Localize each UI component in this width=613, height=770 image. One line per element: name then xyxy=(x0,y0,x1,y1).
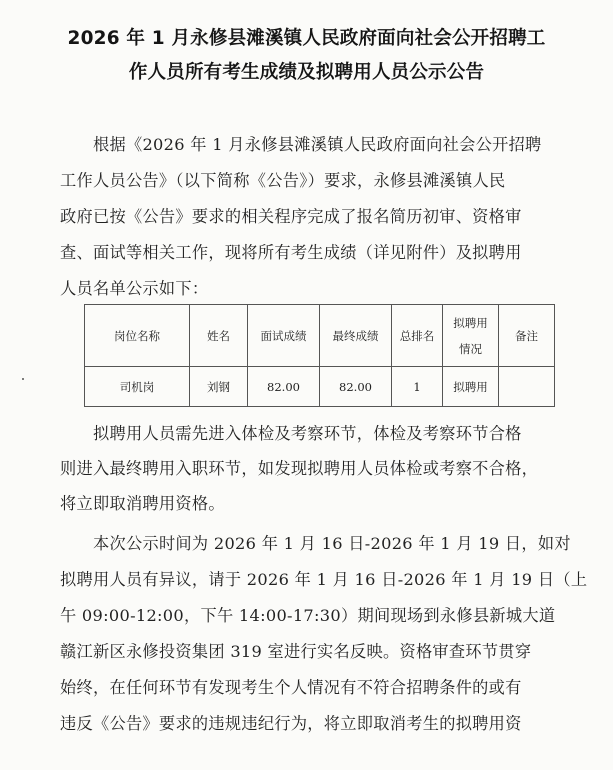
cell-final-score: 82.00 xyxy=(320,367,392,407)
document-title-line-2: 作人员所有考生成绩及拟聘用人员公示公告 xyxy=(128,62,485,83)
table-row xyxy=(85,367,555,407)
cell-name: 刘钢 xyxy=(190,367,248,407)
results-table xyxy=(84,304,555,407)
header-hiring-status xyxy=(443,305,499,367)
cell-remarks xyxy=(499,367,555,407)
paragraph-1-line: 人员名单公示如下： xyxy=(60,279,209,298)
scan-speck xyxy=(22,378,24,380)
header-hiring-status-line-1: 拟聘用 xyxy=(453,315,488,330)
paragraph-3-line: 赣江新区永修投资集团 319 室进行实名反映。资格审查环节贯穿 xyxy=(60,642,532,661)
header-interview-score: 面试成绩 xyxy=(248,305,320,367)
paragraph-3-line: 违反《公告》要求的违规违纪行为，将立即取消考生的拟聘用资 xyxy=(60,714,522,733)
paragraph-1-line: 政府已按《公告》要求的相关程序完成了报名简历初审、资格审 xyxy=(60,207,522,226)
table-header-row xyxy=(85,305,555,367)
cell-rank: 1 xyxy=(392,367,443,407)
header-final-score: 最终成绩 xyxy=(320,305,392,367)
header-position: 岗位名称 xyxy=(85,305,190,367)
paragraph-2-line: 拟聘用人员需先进入体检及考察环节，体检及考察环节合格 xyxy=(93,424,522,443)
paragraph-3-line: 拟聘用人员有异议，请于 2026 年 1 月 16 日-2026 年 1 月 19 日（上 xyxy=(60,570,588,589)
document-title-line-1: 2026 年 1 月永修县滩溪镇人民政府面向社会公开招聘工 xyxy=(67,28,546,49)
cell-position: 司机岗 xyxy=(85,367,190,407)
header-name: 姓名 xyxy=(190,305,248,367)
paragraph-3-line: 本次公示时间为 2026 年 1 月 16 日-2026 年 1 月 19 日，如对 xyxy=(93,534,571,553)
paragraph-2-line: 则进入最终聘用入职环节，如发现拟聘用人员体检或考察不合格， xyxy=(60,459,539,478)
paragraph-1-line: 查、面试等相关工作，现将所有考生成绩（详见附件）及拟聘用 xyxy=(60,243,522,262)
header-rank: 总排名 xyxy=(392,305,443,367)
paragraph-3-line: 午 09:00-12:00，下午 14:00-17:30）期间现场到永修县新城大道 xyxy=(60,606,556,625)
header-remarks: 备注 xyxy=(499,305,555,367)
cell-hiring-status: 拟聘用 xyxy=(443,367,499,407)
paragraph-3-line: 始终，在任何环节有发现考生个人情况有不符合招聘条件的或有 xyxy=(60,678,522,697)
paragraph-2-line: 将立即取消聘用资格。 xyxy=(60,494,225,513)
header-hiring-status-line-2: 情况 xyxy=(459,341,482,356)
cell-interview-score: 82.00 xyxy=(248,367,320,407)
paragraph-1-line: 工作人员公告》（以下简称《公告》）要求，永修县滩溪镇人民 xyxy=(60,171,506,190)
paragraph-1-line: 根据《2026 年 1 月永修县滩溪镇人民政府面向社会公开招聘 xyxy=(93,135,542,154)
